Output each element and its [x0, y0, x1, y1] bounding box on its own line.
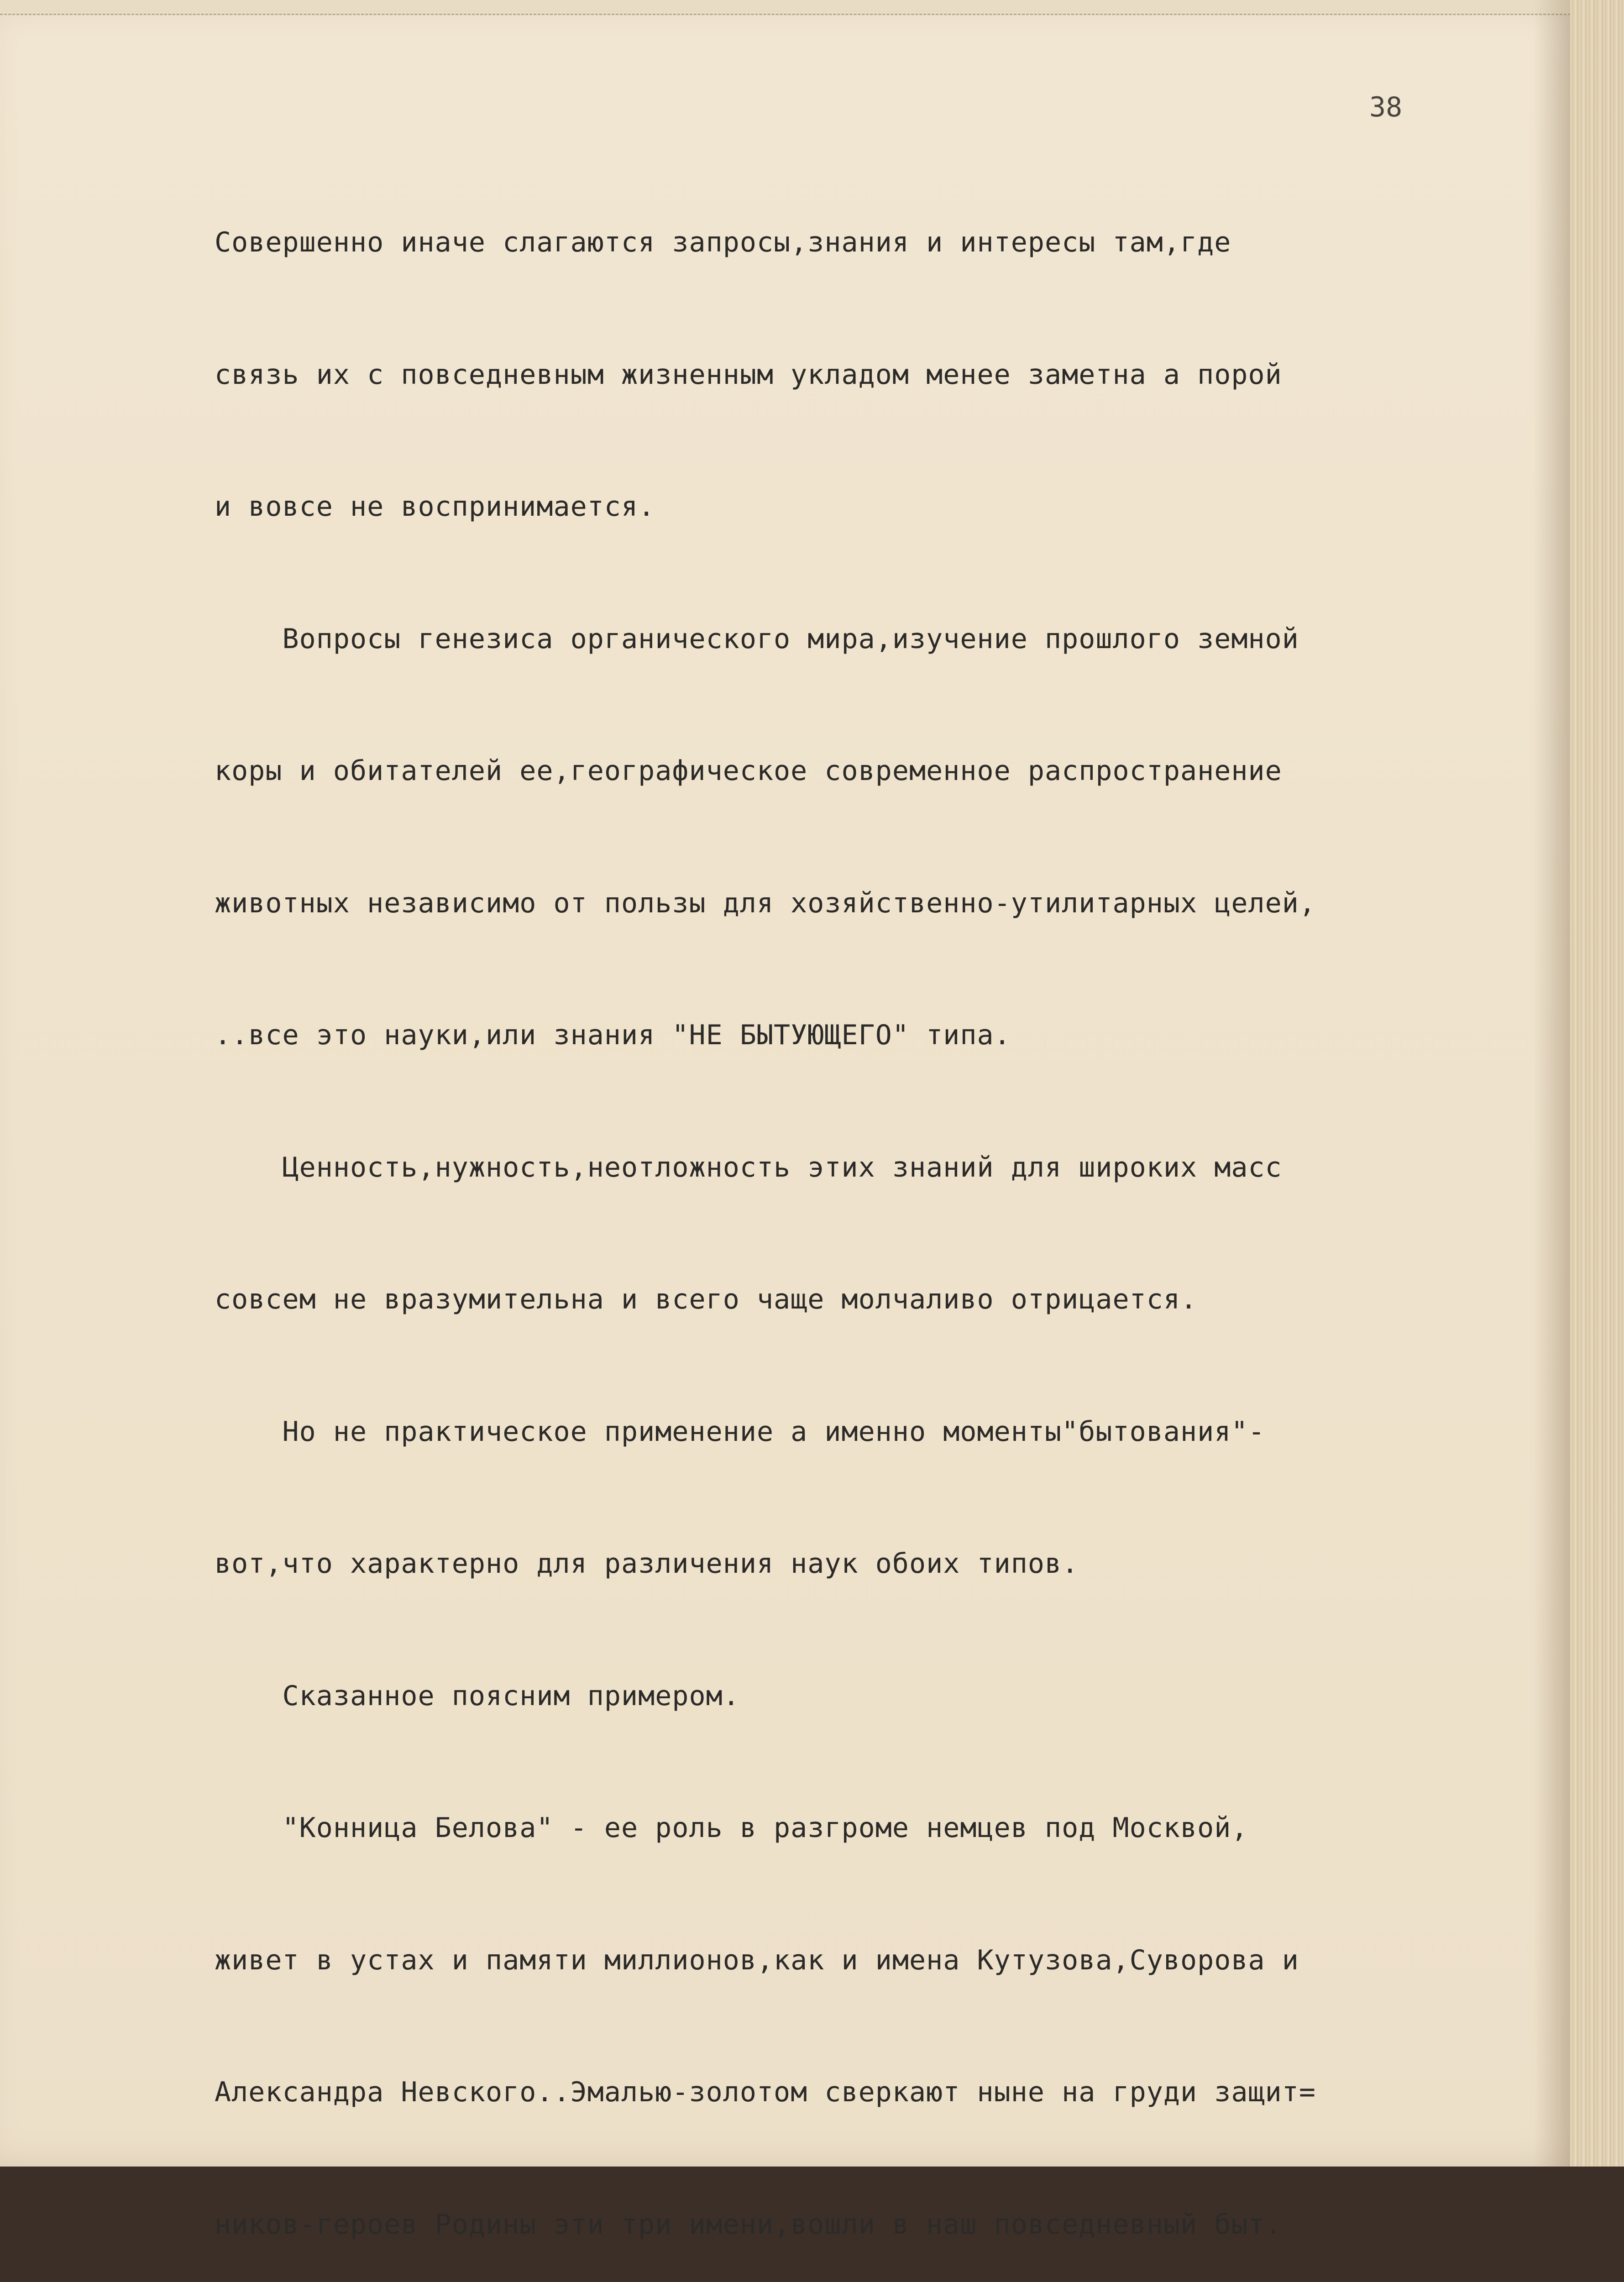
typewritten-text	[215, 132, 1506, 2282]
text-line: совсем не вразумительна и всего чаще молчаливо отрицается.	[215, 1283, 1198, 1315]
page-top-edge	[0, 0, 1583, 15]
text-line: "Конница Белова" - ее роль в разгроме немцев под Москвой,	[215, 1812, 1248, 1844]
text-line: Вопросы генезиса органического мира,изучение прошлого земной	[215, 623, 1299, 655]
text-line: вот,что характерно для различения наук обоих типов.	[215, 1548, 1079, 1580]
text-line: связь их с повседневным жизненным укладом менее заметна а порой	[215, 358, 1282, 391]
text-line: Совершенно иначе слагаются запросы,знания и интересы там,где	[215, 226, 1231, 258]
text-line: ..все это науки,или знания "НЕ БЫТУЮЩЕГО" типа.	[215, 1019, 1011, 1051]
text-line: Александра Невского..Эмалью-золотом сверкают ныне на груди защит=	[215, 2076, 1316, 2108]
text-line: и вовсе не воспринимается.	[215, 491, 655, 523]
page-edge-shadow	[1534, 0, 1575, 2167]
text-line: животных независимо от пользы для хозяйственно-утилитарных целей,	[215, 887, 1316, 919]
text-line: ников-героев Родины эти три имени,вошли в наш повседневный быт.	[215, 2208, 1282, 2240]
text-line: Сказанное поясним примером.	[215, 1680, 740, 1712]
text-line: Но не практическое применение а именно моменты"бытования"-	[215, 1415, 1265, 1448]
text-line: Ценность,нужность,неотложность этих знаний для широких масс	[215, 1151, 1282, 1183]
text-line: живет в устах и памяти миллионов,как и имена Кутузова,Суворова и	[215, 1944, 1299, 1976]
text-line: коры и обитателей ее,географическое современное распространение	[215, 755, 1282, 787]
page-number: 38	[1369, 91, 1403, 123]
stacked-page-edges	[1570, 0, 1624, 2167]
